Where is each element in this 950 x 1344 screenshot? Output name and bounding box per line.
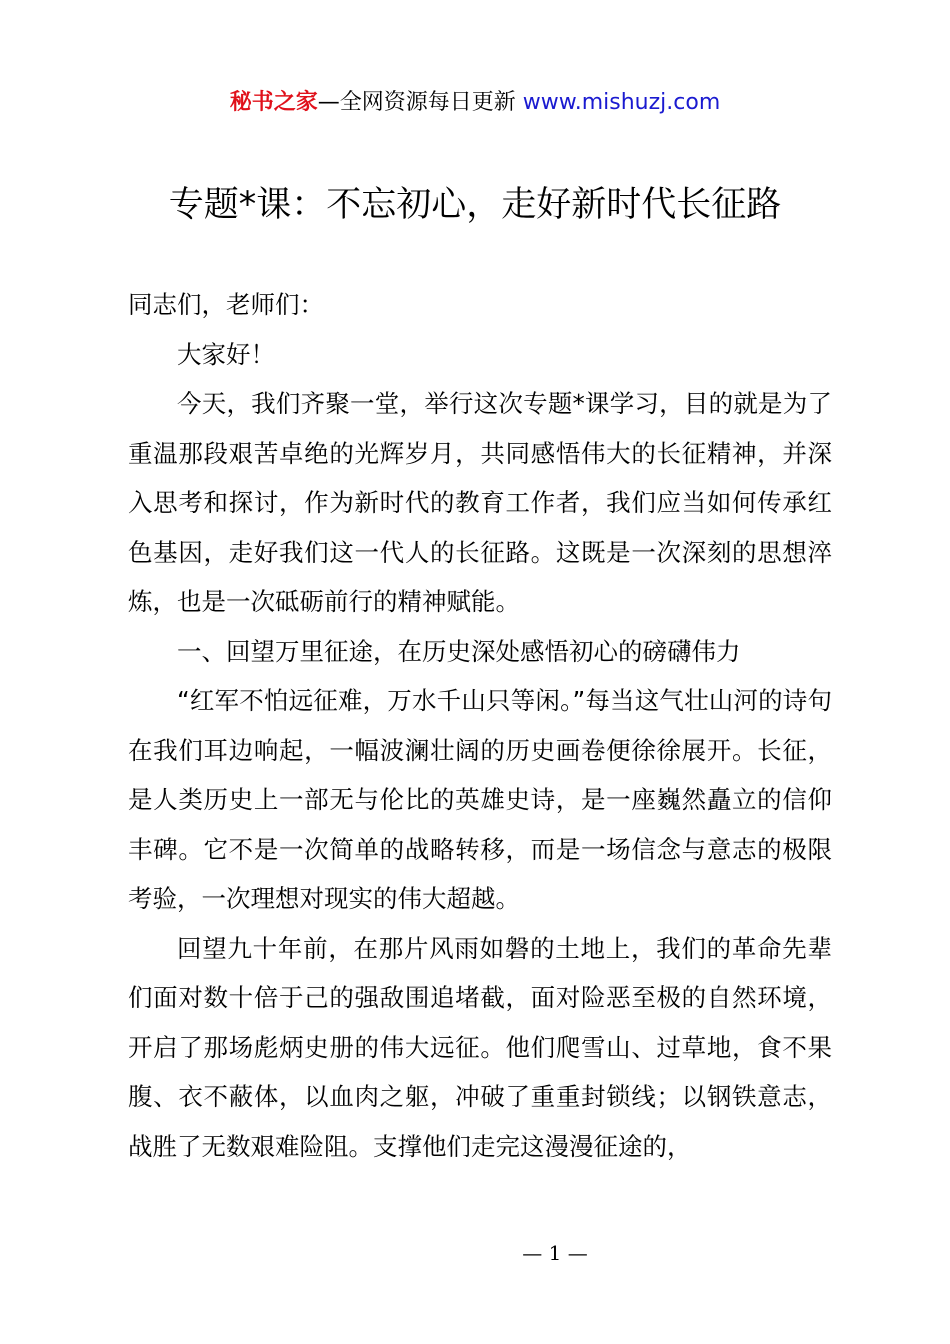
header-banner	[0, 86, 950, 120]
section-heading: 一、回望万里征途，在历史深处感悟初心的磅礴伟力	[177, 636, 741, 666]
header-url-link[interactable]: www.mishuzj.com	[522, 90, 721, 115]
brand-name: 秘书之家	[229, 90, 318, 115]
document-body	[128, 280, 832, 1171]
paragraph: 回望九十年前，在那片风雨如磐的土地上，我们的革命先辈们面对数十倍于己的强敌围追堵截，面对险恶至极的自然环境，开启了那场彪炳史册的伟大远征。他们爬雪山、过草地，食不果腹、衣不蔽体，以血肉之躯，冲破了重重封锁线；以钢铁意志，战胜了无数艰难险阻。支撑他们走完这漫漫征途的，	[128, 933, 832, 1161]
page-number-text: — 1 —	[522, 1241, 588, 1265]
greeting: 大家好！	[177, 339, 275, 369]
page-number	[0, 1238, 950, 1268]
paragraph: “红军不怕远征难，万水千山只等闲。”每当这气壮山河的诗句在我们耳边响起，一幅波澜壮阔的历史画卷便徐徐展开。长征，是人类历史上一部无与伦比的英雄史诗，是一座巍然矗立的信仰丰碑。它不是一次简单的战略转移，而是一场信念与意志的极限考验，一次理想对现实的伟大超越。	[128, 686, 832, 913]
paragraph: 今天，我们齐聚一堂，举行这次专题*课学习，目的就是为了重温那段艰苦卓绝的光辉岁月，共同感悟伟大的长征精神，并深入思考和探讨，作为新时代的教育工作者，我们应当如何传承红色基因，走好我们这一代人的长征路。这既是一次深刻的思想淬炼，也是一次砥砺前行的精神赋能。	[128, 389, 832, 616]
document-title: 专题*课：不忘初心，走好新时代长征路	[168, 185, 782, 225]
header-tagline: —全网资源每日更新	[317, 90, 523, 115]
salutation: 同志们，老师们：	[128, 290, 324, 319]
